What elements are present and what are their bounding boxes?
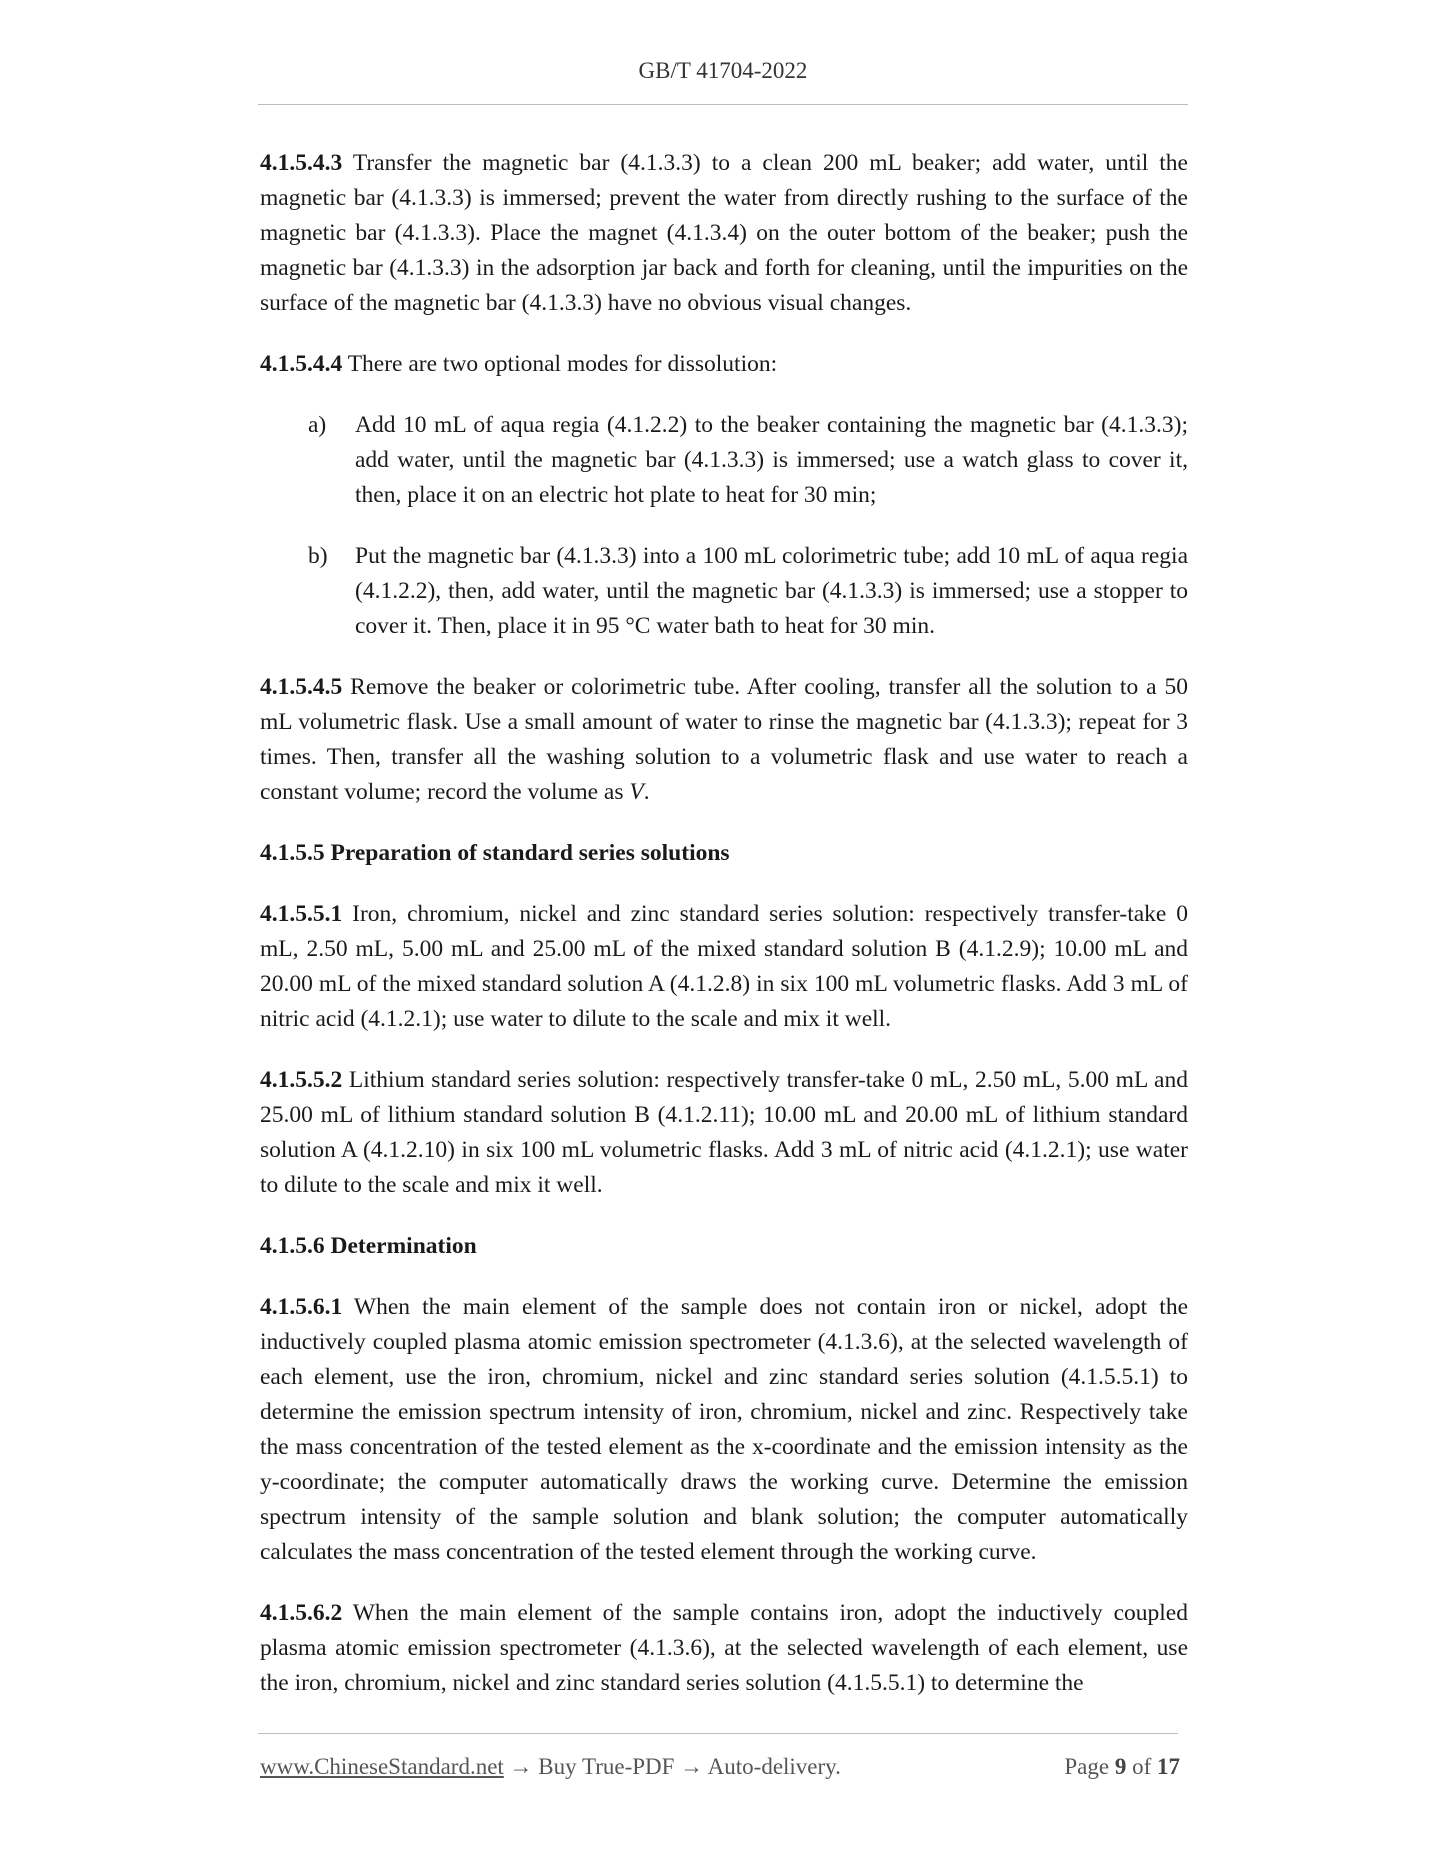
clause-number: 4.1.5.4.3 [260, 150, 343, 176]
page-indicator [1064, 1754, 1180, 1780]
header-divider [258, 104, 1188, 105]
list-item-text: Put the magnetic bar (4.1.3.3) into a 100 mL colorimetric tube; add 10 mL of aqua regia (4.1.2.2), then, add water, until the magnetic bar (4.1.3.3) is immersed; use a stopper to cover it. Then, place it in 95 °C water bath to heat for 30 min. [355, 543, 1188, 639]
clause-text: Remove the beaker or colorimetric tube. After cooling, transfer all the solution to a 50 mL volumetric flask. Use a small amount of water to rinse the magnetic bar (4.1.3.3); repeat for 3 times. Then, transfer all the washing solution to a volumetric flask and use water to reach a constant volume; record the volume as [260, 674, 1188, 805]
section-heading-4-1-5-5: 4.1.5.5 Preparation of standard series solutions [260, 840, 730, 866]
list-item-b [260, 539, 1188, 644]
total-pages-number: 17 [1157, 1754, 1180, 1779]
footer-divider [258, 1733, 1178, 1734]
of-label: of [1132, 1754, 1152, 1779]
clause-number: 4.1.5.4.5 [260, 674, 343, 700]
list-marker: a) [308, 412, 327, 438]
clause-text: When the main element of the sample contains iron, adopt the inductively coupled plasma atomic emission spectrometer (4.1.3.6), at the selected wavelength of each element, use the iron, chromium, nickel and zinc standard series solution (4.1.5.5.1) to determine the [260, 1600, 1188, 1696]
list-item-a [260, 408, 1188, 513]
clause-text: Iron, chromium, nickel and zinc standard series solution: respectively transfer-take 0 mL, 2.50 mL, 5.00 mL and 25.00 mL of the mixed standard solution B (4.1.2.9); 10.00 mL and 20.00 mL of the mixed standard solution A (4.1.2.8) in six 100 mL volumetric flasks. Add 3 mL of nitric acid (4.1.2.1); use water to dilute to the scale and mix it well. [260, 901, 1188, 1032]
footer-tagline: → Buy True-PDF → Auto-delivery. [503, 1754, 841, 1779]
clause-number: 4.1.5.6.2 [260, 1600, 343, 1626]
clause-4-1-5-4-4 [260, 347, 1188, 382]
section-heading-4-1-5-6: 4.1.5.6 Determination [260, 1233, 477, 1259]
clause-number: 4.1.5.5.2 [260, 1067, 343, 1093]
clause-text: There are two optional modes for dissolution: [342, 351, 778, 377]
current-page-number: 9 [1114, 1754, 1127, 1779]
clause-text: Transfer the magnetic bar (4.1.3.3) to a clean 200 mL beaker; add water, until the magnetic bar (4.1.3.3) is immersed; prevent the water from directly rushing to the surface of the magnetic bar (4.1.3.3). Place the magnet (4.1.3.4) on the outer bottom of the beaker; push the magnetic bar (4.1.3.3) in the adsorption jar back and forth for cleaning, until the impurities on the surface of the magnetic bar (4.1.3.3) have no obvious visual changes. [260, 150, 1188, 316]
page-body [260, 146, 1188, 1727]
clause-4-1-5-4-5 [260, 670, 1188, 810]
clause-4-1-5-6-2 [260, 1596, 1188, 1701]
clause-4-1-5-6-1 [260, 1290, 1188, 1570]
clause-4-1-5-5-1 [260, 897, 1188, 1037]
list-marker: b) [308, 543, 328, 569]
clause-number: 4.1.5.5.1 [260, 901, 343, 927]
clause-number: 4.1.5.6.1 [260, 1294, 343, 1320]
footer-promo [260, 1754, 841, 1780]
running-header: GB/T 41704-2022 [638, 58, 808, 83]
clause-number: 4.1.5.4.4 [260, 351, 343, 377]
clause-text-end: . [643, 779, 650, 805]
clause-text: Lithium standard series solution: respectively transfer-take 0 mL, 2.50 mL, 5.00 mL and 25.00 mL of lithium standard solution B (4.1.2.11); 10.00 mL and 20.00 mL of lithium standard solution A (4.1.2.10) in six 100 mL volumetric flasks. Add 3 mL of nitric acid (4.1.2.1); use water to dilute to the scale and mix it well. [260, 1067, 1188, 1198]
volume-variable: V [629, 779, 644, 805]
website-link[interactable]: www.ChineseStandard.net [260, 1754, 504, 1779]
clause-4-1-5-4-3 [260, 146, 1188, 321]
clause-4-1-5-5-2 [260, 1063, 1188, 1203]
list-item-text: Add 10 mL of aqua regia (4.1.2.2) to the beaker containing the magnetic bar (4.1.3.3); add water, until the magnetic bar (4.1.3.3) is immersed; use a watch glass to cover it, then, place it on an electric hot plate to heat for 30 min; [355, 412, 1188, 508]
clause-text: When the main element of the sample does not contain iron or nickel, adopt the inductively coupled plasma atomic emission spectrometer (4.1.3.6), at the selected wavelength of each element, use the iron, chromium, nickel and zinc standard series solution (4.1.5.5.1) to determine the emission spectrum intensity of iron, chromium, nickel and zinc. Respectively take the mass concentration of the tested element as the x-coordinate and the emission intensity as the y-coordinate; the computer automatically draws the working curve. Determine the emission spectrum intensity of the sample solution and blank solution; the computer automatically calculates the mass concentration of the tested element through the working curve. [260, 1294, 1188, 1565]
page-label: Page [1064, 1754, 1110, 1779]
